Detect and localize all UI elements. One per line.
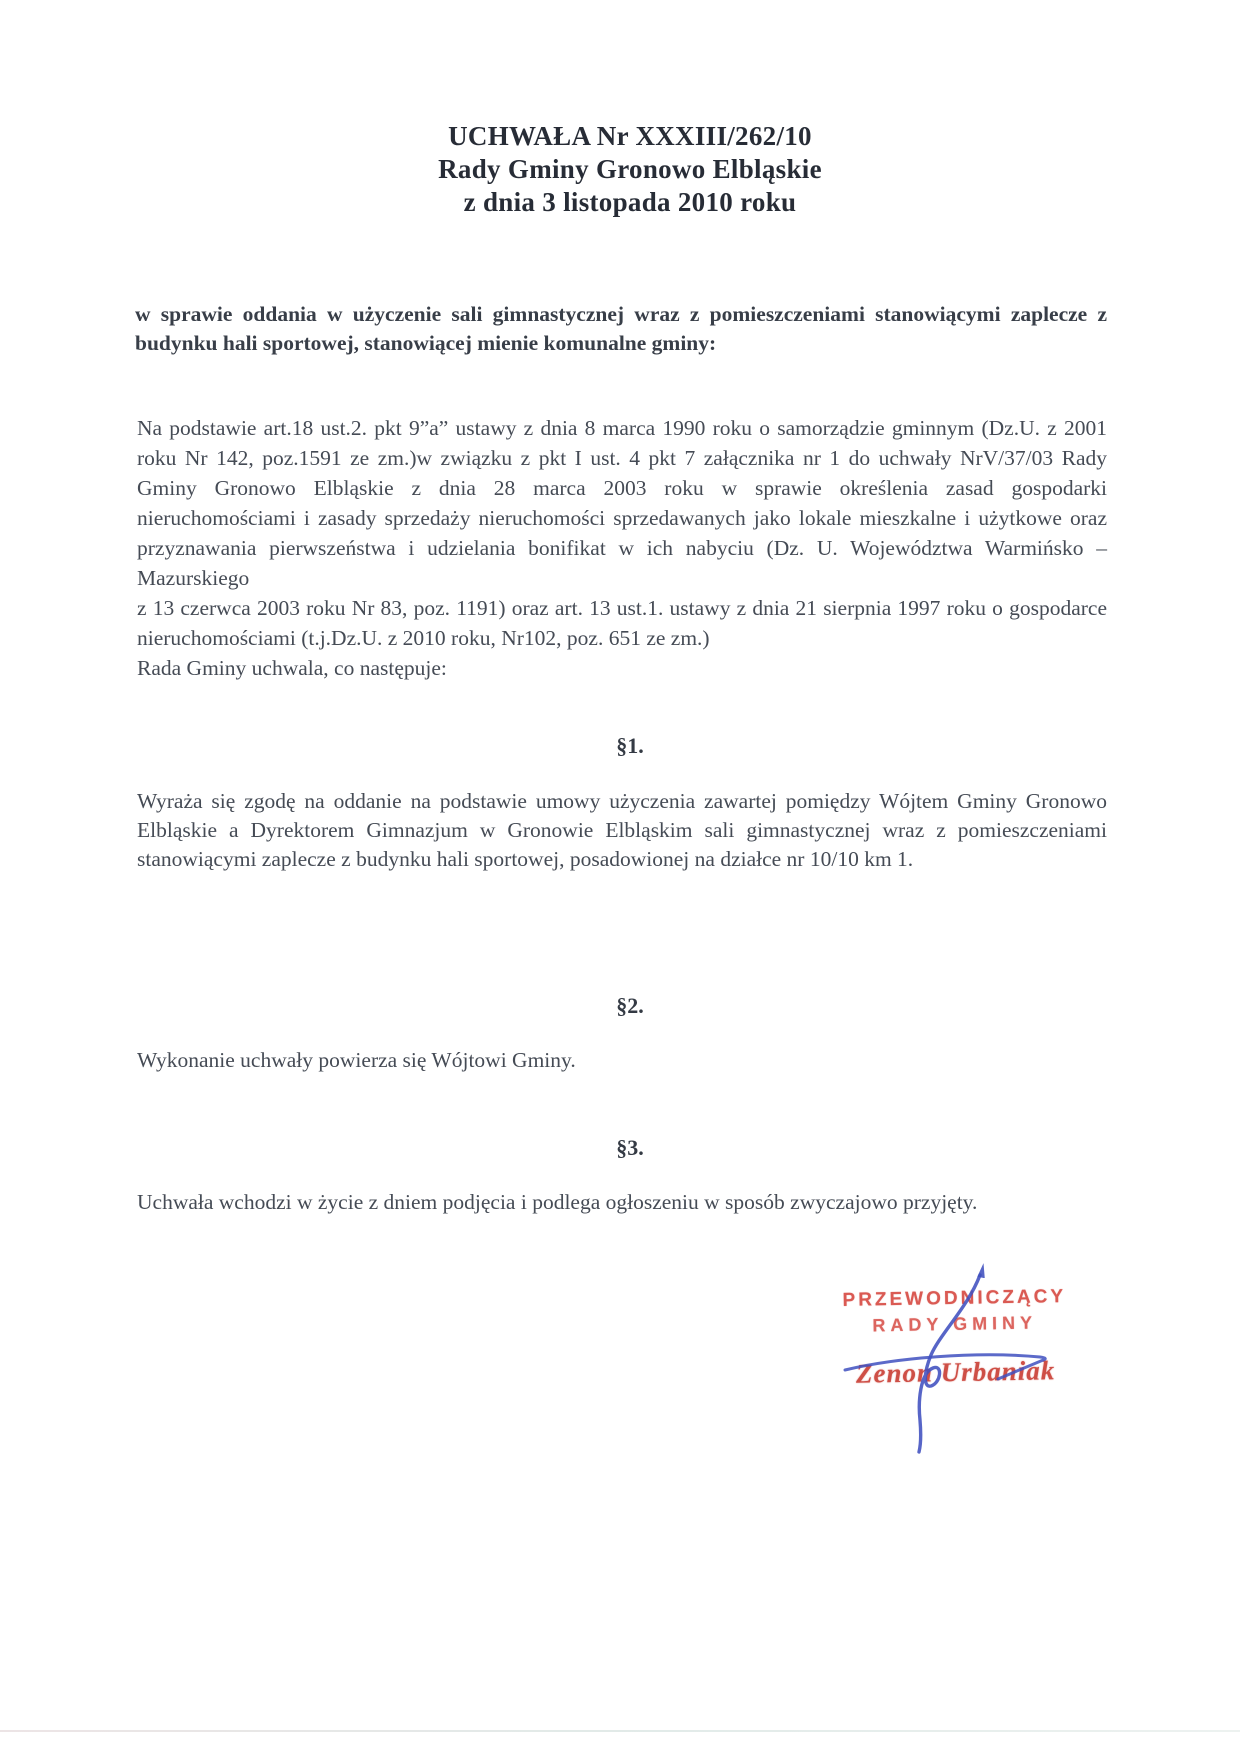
section-2-heading: §2. [616,993,644,1018]
resolution-title [135,120,1125,219]
section-2-body: Wykonanie uchwały powierza się Wójtowi Gminy. [137,1048,576,1072]
section-1-heading: §1. [616,733,644,758]
resolution-subject: w sprawie oddania w użyczenie sali gimnastycznej wraz z pomieszczeniami stanowiącymi zaplecze z budynku hali sportowej, stanowiącej mienie komunalne gminy: [135,302,1107,355]
section-3-heading: §3. [616,1135,644,1160]
section-1-body: Wyraża się zgodę na oddanie na podstawie umowy użyczenia zawartej pomiędzy Wójtem Gminy Gronowo Elbląskie a Dyrektorem Gimnazjum w Gronowie Elbląskim sali gimnastycznej wraz z pomieszczeniami stanowiącymi zaplecze z budynku hali sportowej, posadowionej na działce nr 10/10 km 1. [137,789,1107,871]
resolution-title-line-2: Rady Gminy Gronowo Elbląskie [438,154,822,184]
legal-basis-enacting-clause: Rada Gminy uchwala, co następuje: [137,656,447,680]
stamp-subtitle-line: RADY GMINY [872,1312,1038,1336]
section-3-body: Uchwała wchodzi w życie z dniem podjęcia i podlega ogłoszeniu w sposób zwyczajowo przyjęty. [137,1190,978,1214]
stamp-signatory-name: Zenon Urbaniak [855,1355,1056,1389]
legal-basis-part-2: z 13 czerwca 2003 roku Nr 83, poz. 1191) oraz art. 13 ust.1. ustawy z dnia 21 sierpnia 1997 roku o gospodarce nieruchomościami (t.j.Dz.U. z 2010 roku, Nr102, poz. 651 ze zm.) [137,596,1107,650]
scan-edge-artifact [0,1730,1240,1732]
legal-basis [137,413,1107,683]
resolution-title-line-1: UCHWAŁA Nr XXXIII/262/10 [448,121,812,151]
stamp-title-line: PRZEWODNICZĄCY [842,1286,1067,1311]
official-stamp [829,1286,1081,1390]
legal-basis-part-1: Na podstawie art.18 ust.2. pkt 9”a” ustawy z dnia 8 marca 1990 roku o samorządzie gminnym (Dz.U. z 2001 roku Nr 142, poz.1591 ze zm.)w związku z pkt I ust. 4 pkt 7 załącznika nr 1 do uchwały NrV/37/03 Rady Gminy Gronowo Elbląskie z dnia 28 marca 2003 roku w sprawie określenia zasad gospodarki nieruchomościami i zasady sprzedaży nieruchomości sprzedawanych jako lokale mieszkalne i użytkowe oraz przyznawania pierwszeństwa i udzielania bonifikat w ich nabyciu (Dz. U. Województwa Warmińsko – Mazurskiego [137,416,1107,590]
resolution-title-line-3: z dnia 3 listopada 2010 roku [463,187,797,217]
